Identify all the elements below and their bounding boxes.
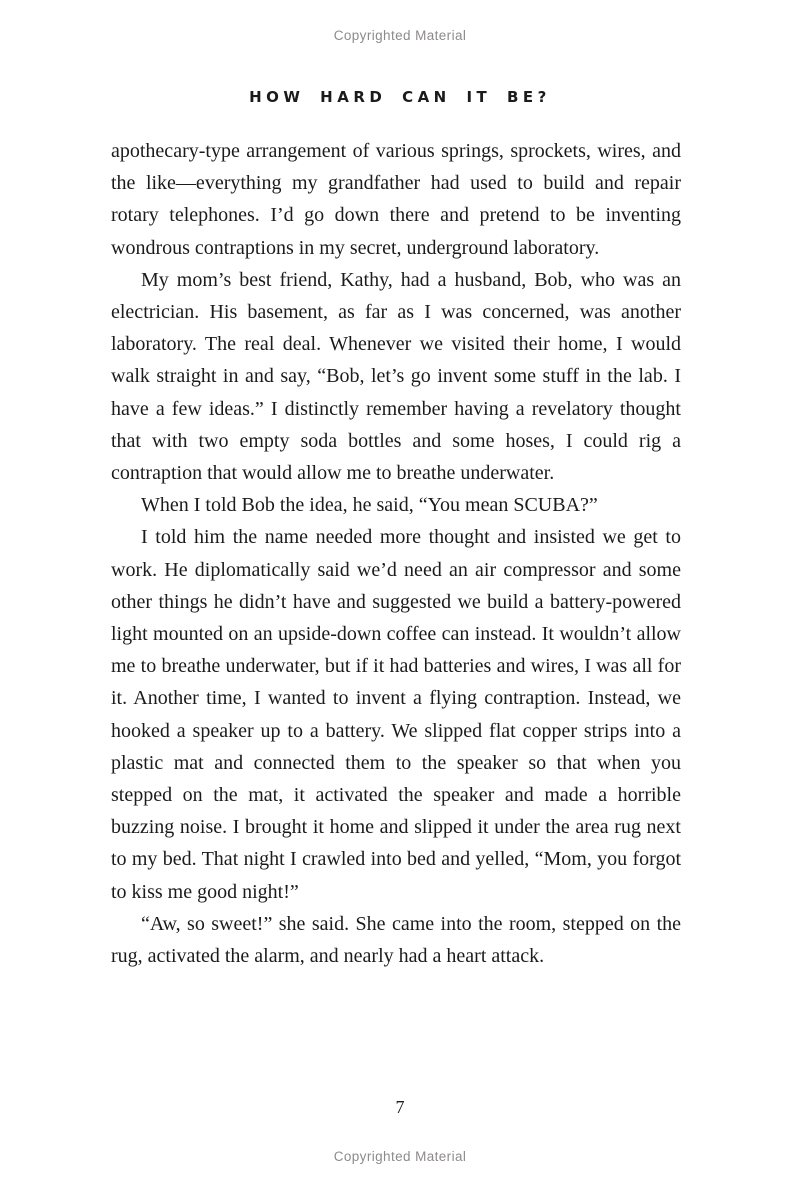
body-text [111, 135, 681, 972]
copyright-notice-top: Copyrighted Material [333, 28, 467, 43]
paragraph: I told him the name needed more thought and insisted we get to work. He diplomatically said we’d need an air compressor and some other things he didn’t have and suggested we build a battery-powered light mounted on an upside-down coffee can instead. It wouldn’t allow me to breathe underwater, but if it had batteries and wires, I was all for it. Another time, I wanted to invent a flying contraption. Instead, we hooked a speaker up to a battery. We slipped flat copper strips into a plastic mat and connected them to the speaker so that when you stepped on the mat, it activated the speaker and made a horrible buzzing noise. I brought it home and slipped it under the area rug next to my bed. That night I crawled into bed and yelled, “Mom, you forgot to kiss me good night!” [111, 526, 681, 903]
chapter-title: HOW HARD CAN IT BE? [249, 88, 551, 106]
paragraph: “Aw, so sweet!” she said. She came into the room, stepped on the rug, activated the alarm, and nearly had a heart attack. [111, 912, 681, 968]
paragraph: When I told Bob the idea, he said, “You mean SCUBA?” [141, 494, 598, 517]
page-number: 7 [395, 1097, 405, 1117]
paragraph: My mom’s best friend, Kathy, had a husband, Bob, who was an electrician. His basement, as far as I was concerned, was another laboratory. The real deal. Whenever we visited their home, I would walk straight in and say, “Bob, let’s go invent some stuff in the lab. I have a few ideas.” I distinctly remember having a revelatory thought that with two empty soda bottles and some hoses, I could rig a contraption that would allow me to breathe underwater. [111, 268, 681, 485]
copyright-notice-bottom: Copyrighted Material [333, 1149, 467, 1164]
paragraph: apothecary-type arrangement of various springs, sprockets, wires, and the like—everything my grandfather had used to build and repair rotary telephones. I’d go down there and pretend to be inventing wondrous contraptions in my secret, underground laboratory. [111, 140, 681, 259]
